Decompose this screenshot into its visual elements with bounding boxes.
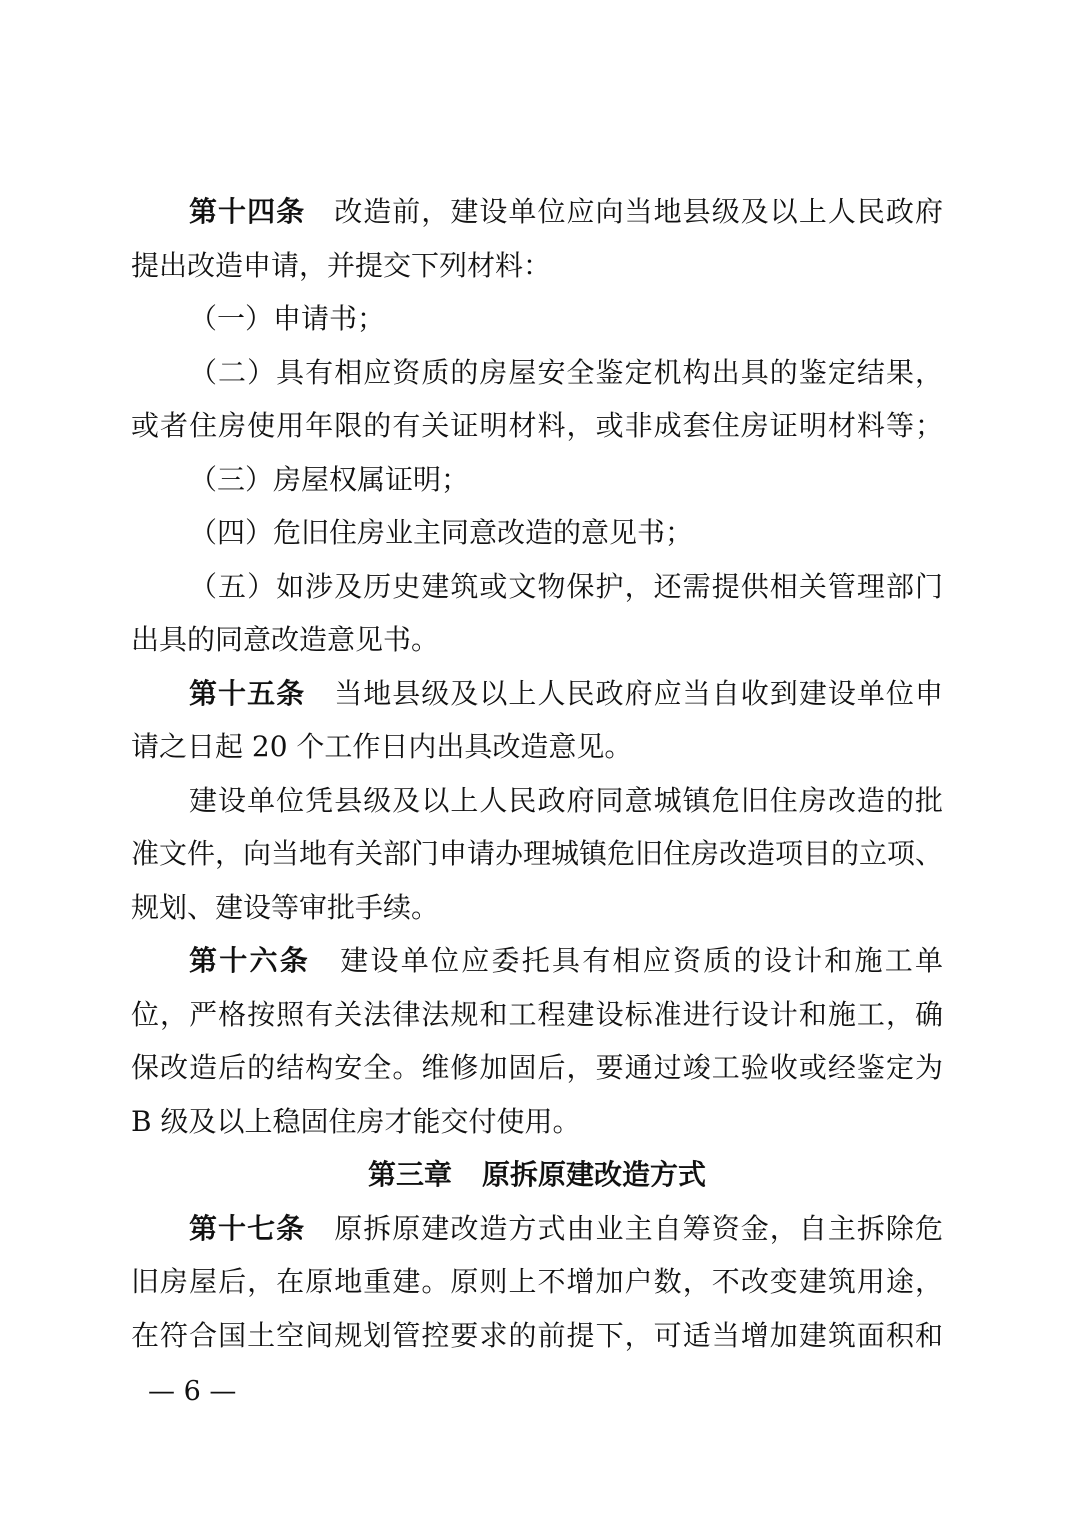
article-15-para-2-line-3: 规划、建设等审批手续。 [131,890,440,924]
article-14-item-2-line-2: 或者住房使用年限的有关证明材料，或非成套住房证明材料等； [131,409,943,442]
article-17-line-2: 旧房屋后，在原地重建。原则上不增加户数，不改变建筑用途， [131,1265,943,1298]
article-14-line-2: 提出改造申请，并提交下列材料： [131,248,552,282]
article-14-item-4: （四）危旧住房业主同意改造的意见书； [189,516,694,549]
article-16-line-1 [131,934,943,988]
body-text [131,185,943,1362]
article-15-line-1 [131,667,943,721]
article-17-line-1 [131,1202,943,1256]
article-15-para-2-line-2: 准文件，向当地有关部门申请办理城镇危旧住房改造项目的立项、 [131,837,944,870]
article-17-text: 原拆原建改造方式由业主自筹资金，自主拆除危 [333,1211,943,1245]
chapter-title: 原拆原建改造方式 [482,1158,707,1191]
article-17-line-3: 在符合国土空间规划管控要求的前提下，可适当增加建筑面积和 [131,1318,943,1352]
article-16-line-3: 保改造后的结构安全。维修加固后，要通过竣工验收或经鉴定为 [131,1051,943,1084]
article-16-line-4: B 级及以上稳固住房才能交付使用。 [131,1104,581,1138]
article-15-line-2: 请之日起 20 个工作日内出具改造意见。 [131,730,633,763]
article-15-label: 第十五条 [189,676,306,710]
article-15-para-2-line-1: 建设单位凭县级及以上人民政府同意城镇危旧住房改造的批 [189,783,943,817]
article-14-line-1 [131,185,943,239]
article-14-item-5-line-2: 出具的同意改造意见书。 [131,623,440,656]
article-16-line-2: 位，严格按照有关法律法规和工程建设标准进行设计和施工，确 [131,997,943,1031]
article-15-text: 当地县级及以上人民政府应当自收到建设单位申 [333,676,943,710]
article-16-label: 第十六条 [189,944,310,977]
article-17-label: 第十七条 [189,1211,306,1245]
article-14-item-5-line-1: （五）如涉及历史建筑或文物保护，还需提供相关管理部门 [189,569,943,603]
article-16-text: 建设单位应委托具有相应资质的设计和施工单 [338,944,943,977]
chapter-number: 第三章 [367,1158,452,1191]
article-14-item-1: （一）申请书； [189,302,386,335]
article-14-item-2-line-1: （二）具有相应资质的房屋安全鉴定机构出具的鉴定结果， [189,355,943,389]
article-14-label: 第十四条 [189,195,306,228]
article-14-text: 改造前，建设单位应向当地县级及以上人民政府 [333,195,943,228]
chapter-heading [131,1148,943,1202]
article-14-item-3: （三）房屋权属证明； [189,462,470,496]
page-number: — 6 — [148,1376,237,1407]
